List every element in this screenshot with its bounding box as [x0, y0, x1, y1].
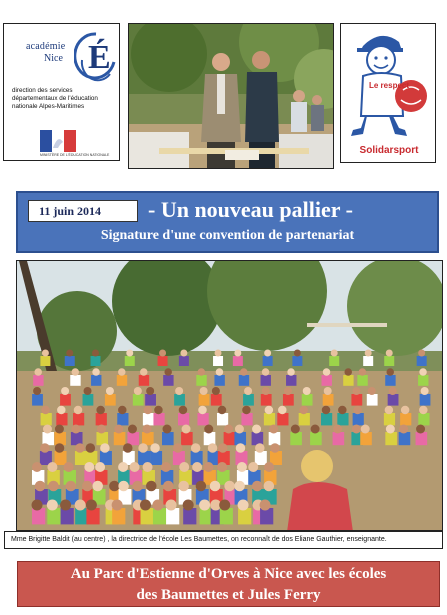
photo-caption: Mme Brigitte Baldit (au centre) , la directrice de l'école Les Baumettes, on reconnaît de dos Eliane Gauthier, enseignante. — [4, 531, 443, 549]
marianne-flag-icon — [40, 130, 76, 152]
location-line-2: des Baumettes et Jules Ferry — [136, 587, 321, 603]
brand-name: Solidarsport — [359, 145, 419, 156]
academie-wordmark: académie — [26, 41, 66, 52]
page-title: - Un nouveau pallier - — [148, 197, 353, 222]
title-banner — [16, 191, 439, 253]
location-banner — [17, 561, 440, 607]
page-subtitle: Signature d'une convention de partenariat — [100, 228, 355, 243]
children-group-image — [17, 261, 443, 531]
respect-mascot-icon — [341, 24, 435, 142]
academie-e-icon — [74, 28, 118, 86]
signing-scene-image — [129, 24, 334, 169]
location-line-1: Au Parc d'Estienne d'Orves à Nice avec les écoles — [70, 566, 387, 582]
group-photo — [16, 260, 443, 531]
department-text: direction des services départementaux de l'éducation nationale Alpes-Maritimes — [12, 87, 98, 111]
date-label: 11 juin 2014 — [28, 200, 138, 222]
mascot-slogan: Le respect — [369, 81, 410, 90]
svg-text:É: É — [88, 39, 111, 76]
solidarsport-logo — [340, 23, 436, 163]
academie-nice-logo — [3, 23, 120, 161]
signing-photo — [128, 23, 334, 169]
academie-city: Nice — [44, 53, 63, 64]
ministry-caption: MINISTÈRE DE L'ÉDUCATION NATIONALE — [40, 153, 110, 157]
